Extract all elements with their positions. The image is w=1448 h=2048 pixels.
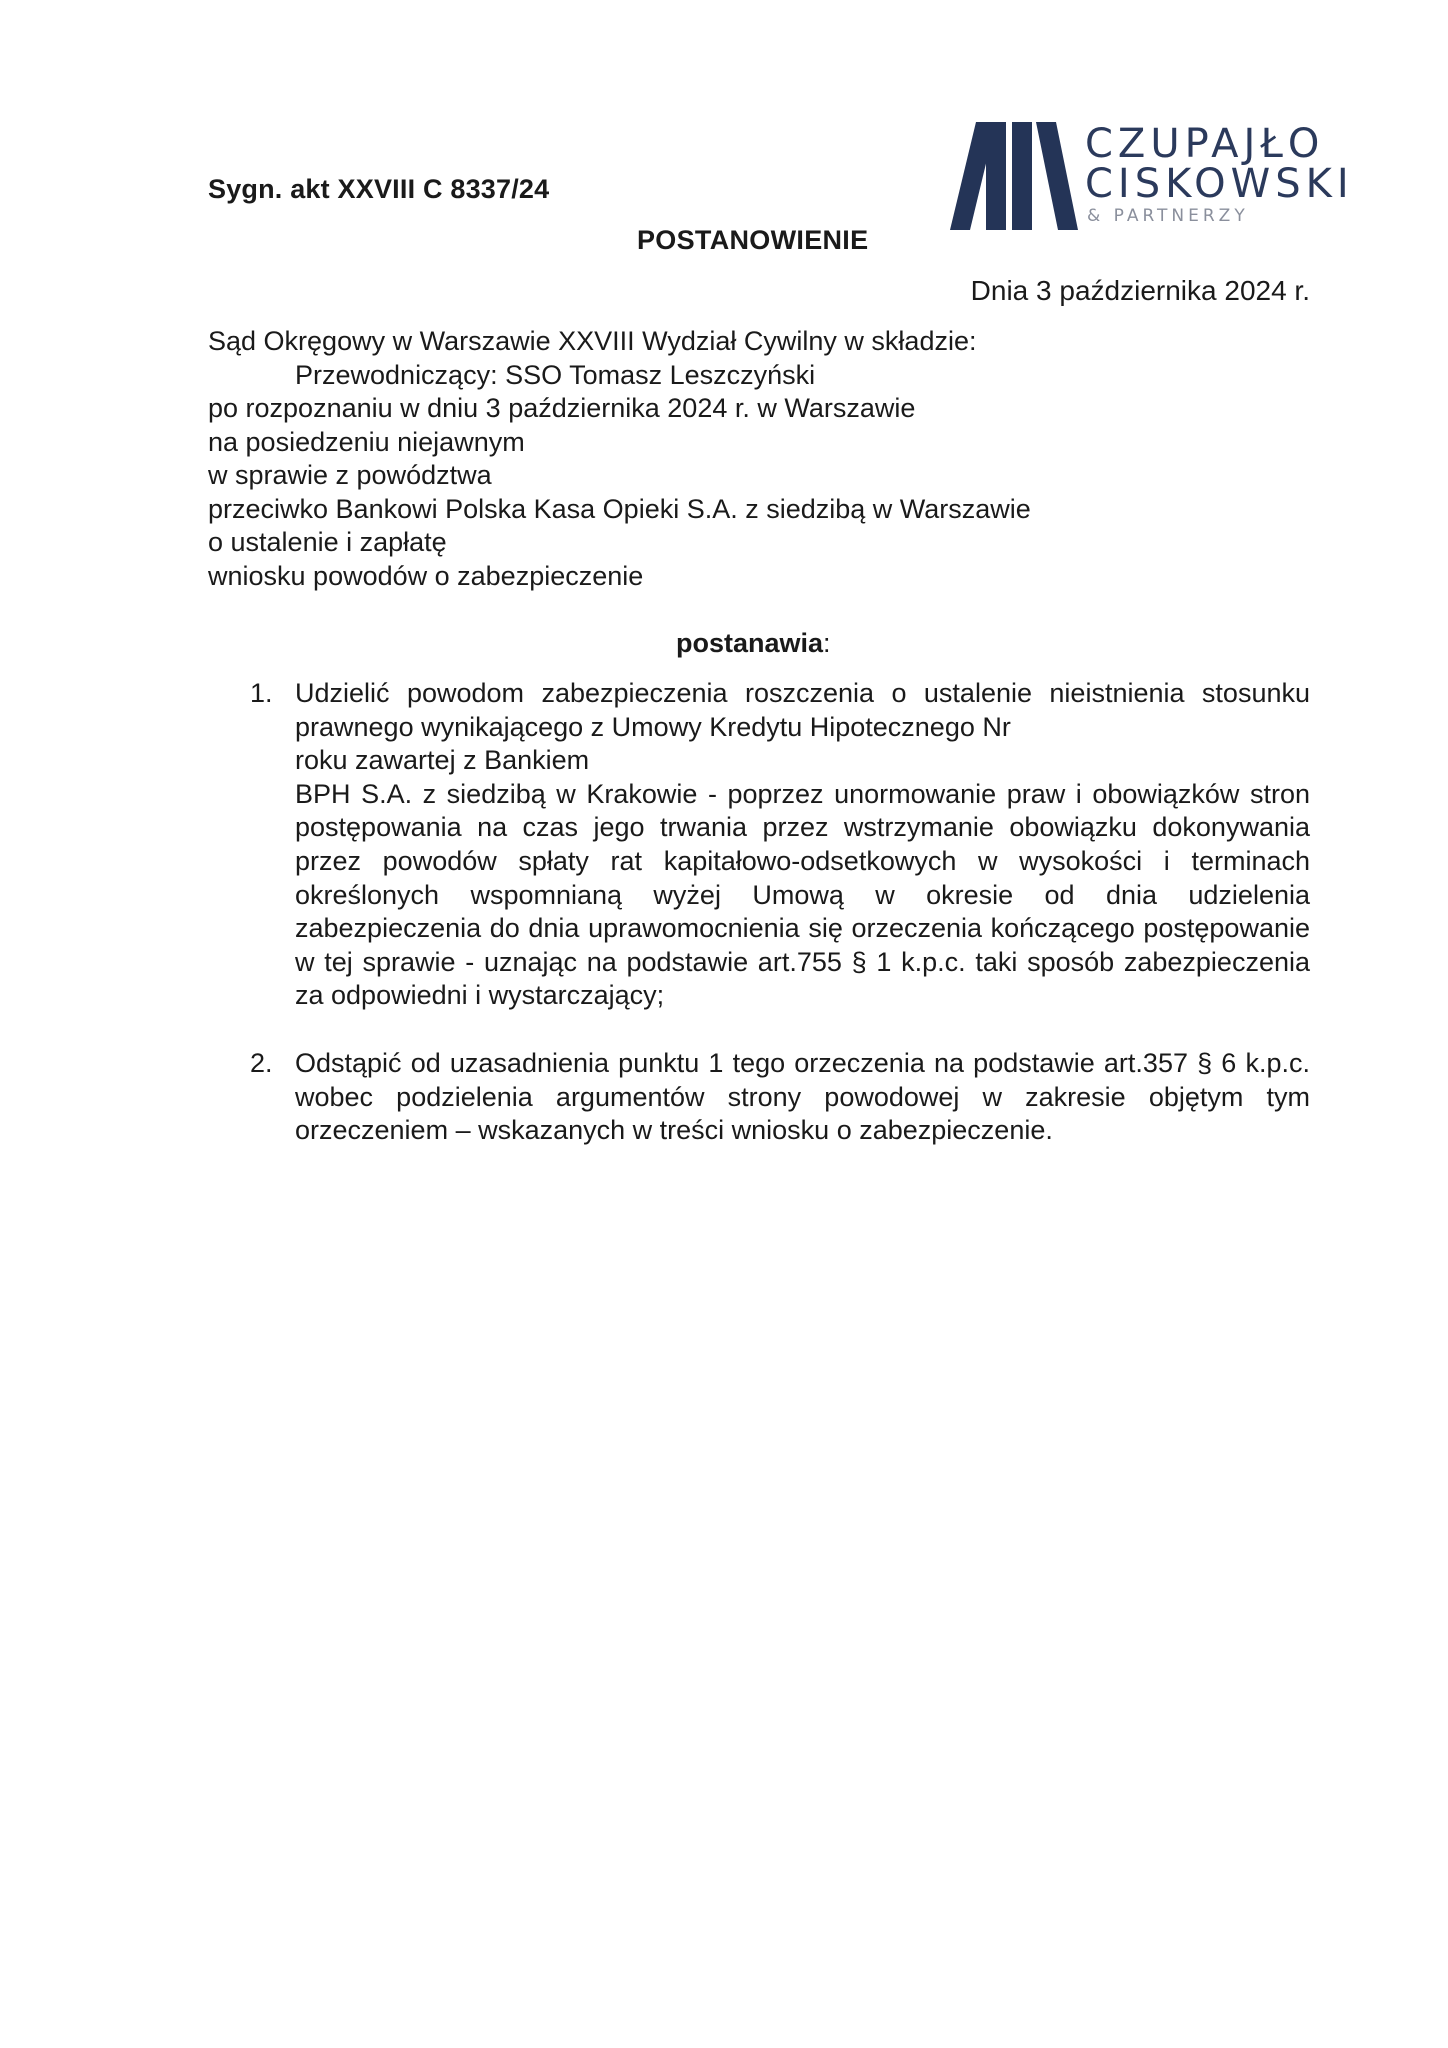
decision-heading-word: postanawia xyxy=(676,628,824,658)
decision-heading xyxy=(676,628,831,659)
item-text-part-1: Udzielić powodom zabezpieczenia roszczenia o ustalenie nieistnienia stosunku prawnego wynikającego z Umowy Kredytu Hipotecznego Nr xyxy=(295,678,1310,742)
decision-heading-colon: : xyxy=(823,628,831,658)
intro-block xyxy=(208,325,1031,593)
intro-line: na posiedzeniu niejawnym xyxy=(208,426,525,457)
intro-line: o ustalenie i zapłatę xyxy=(208,527,447,557)
document-title: POSTANOWIENIE xyxy=(637,225,869,255)
item-text-part-2: roku zawartej z Bankiem xyxy=(295,745,590,776)
intro-line: przeciwko Bankowi Polska Kasa Opieki S.A. z siedzibą w Warszawie xyxy=(208,493,1031,524)
logo-line-2: CISKOWSKI xyxy=(1085,161,1354,207)
intro-line: w sprawie z powództwa xyxy=(208,460,492,490)
item-text-part-3: BPH S.A. z siedzibą w Krakowie - poprzez unormowanie praw i obowiązków stron postępowania na czas jego trwania przez wstrzymanie obowiązku dokonywania przez powodów spłaty rat kapitałowo-odsetkowych w wysokości i terminach określonych wspomnianą wyżej Umową w okresie od dnia udzielenia zabezpieczenia do dnia uprawomocnienia się orzeczenia kończącego postępowanie w tej sprawie - uznając na podstawie art.755 § 1 k.p.c. taki sposób zabezpieczenia za odpowiedni i wystarczający; xyxy=(295,778,1310,1011)
logo-line-1: CZUPAJŁO xyxy=(1085,121,1325,167)
decision-item xyxy=(250,677,1310,1013)
document-date: Dnia 3 października 2024 r. xyxy=(970,275,1310,306)
item-text: Odstąpić od uzasadnienia punktu 1 tego orzeczenia na podstawie art.357 § 6 k.p.c. wobec podzielenia argumentów strony powodowej w zakresie objętym tym orzeczeniem – wskazanych w treści wniosku o zabezpieczenie. xyxy=(295,1047,1310,1146)
item-text xyxy=(295,677,1310,1013)
intro-line: po rozpoznaniu w dniu 3 października 2024 r. w Warszawie xyxy=(208,393,916,423)
item-number: 1. xyxy=(250,678,273,708)
item-number: 2. xyxy=(250,1047,273,1078)
decision-item xyxy=(250,1047,1310,1148)
case-number: Sygn. akt XXVIII C 8337/24 xyxy=(208,174,550,204)
intro-line: Przewodniczący: SSO Tomasz Leszczyński xyxy=(295,359,816,390)
decision-list xyxy=(250,677,1310,1148)
logo-line-3: & PARTNERZY xyxy=(1087,206,1249,226)
intro-line: Sąd Okręgowy w Warszawie XXVIII Wydział Cywilny w składzie: xyxy=(208,326,977,356)
intro-line: wniosku powodów o zabezpieczenie xyxy=(208,560,644,591)
logo-mark-icon xyxy=(950,122,1080,234)
law-firm-logo xyxy=(950,121,1354,234)
